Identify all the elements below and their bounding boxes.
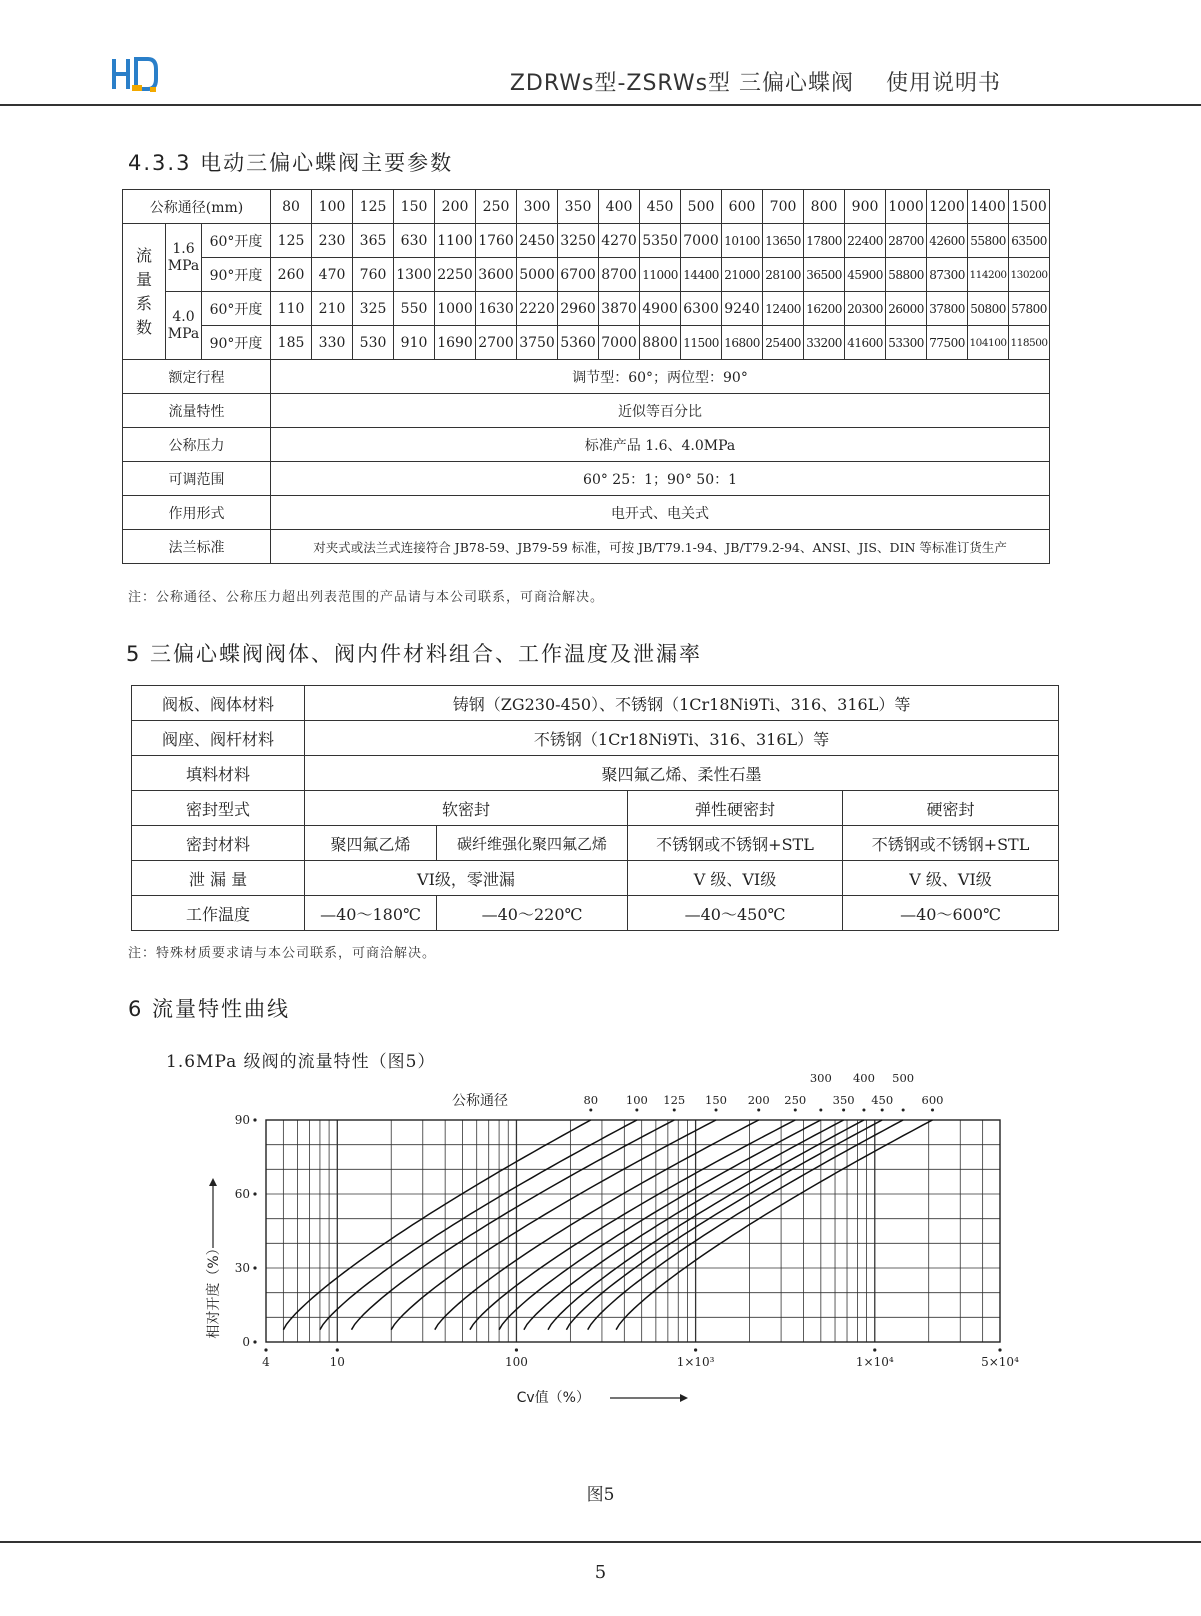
flow-curve-300 bbox=[499, 1120, 821, 1330]
series-label: 300 bbox=[809, 1071, 832, 1085]
size-cell: 450 bbox=[640, 190, 681, 224]
seal-type-elastic: 弹性硬密封 bbox=[628, 791, 843, 826]
row-label: 泄 漏 量 bbox=[132, 861, 305, 896]
prop-value: 60° 25：1；90° 50：1 bbox=[271, 462, 1050, 496]
series-marker-dot bbox=[931, 1109, 934, 1112]
flow-value-cell: 33200 bbox=[804, 326, 845, 360]
flow-value-cell: 22400 bbox=[845, 224, 886, 258]
flow-value-cell: 7000 bbox=[599, 326, 640, 360]
x-tick-dot bbox=[873, 1348, 876, 1351]
materials-table bbox=[131, 685, 1059, 931]
prop-label: 额定行程 bbox=[123, 360, 271, 394]
y-tick-dot bbox=[253, 1118, 256, 1121]
size-cell: 400 bbox=[599, 190, 640, 224]
table-row bbox=[123, 292, 1050, 326]
series-label: 250 bbox=[784, 1093, 807, 1107]
series-marker-dot bbox=[842, 1109, 845, 1112]
flow-value-cell: 630 bbox=[394, 224, 435, 258]
table-row bbox=[123, 462, 1050, 496]
x-tick-dot bbox=[694, 1348, 697, 1351]
x-tick-label: 5×10⁴ bbox=[981, 1355, 1019, 1369]
y-axis-arrowhead bbox=[209, 1178, 217, 1186]
flow-value-cell: 42600 bbox=[927, 224, 968, 258]
series-label: 125 bbox=[663, 1093, 686, 1107]
flow-value-cell: 210 bbox=[312, 292, 353, 326]
flow-value-cell: 2250 bbox=[435, 258, 476, 292]
size-cell: 900 bbox=[845, 190, 886, 224]
flow-value-cell: 87300 bbox=[927, 258, 968, 292]
table-row bbox=[132, 721, 1059, 756]
company-logo bbox=[110, 55, 160, 95]
seal-material: 碳纤维强化聚四氟乙烯 bbox=[437, 826, 628, 861]
series-label: 150 bbox=[705, 1093, 728, 1107]
flow-value-cell: 13650 bbox=[763, 224, 804, 258]
series-marker-dot bbox=[757, 1109, 760, 1112]
flow-value-cell: 9240 bbox=[722, 292, 763, 326]
flow-value-cell: 910 bbox=[394, 326, 435, 360]
flow-coefficient-label: 流量系数 bbox=[123, 224, 166, 360]
x-tick-label: 100 bbox=[505, 1355, 528, 1369]
table-row bbox=[123, 224, 1050, 258]
y-tick-label: 30 bbox=[234, 1261, 250, 1275]
seal-material: 不锈钢或不锈钢+STL bbox=[628, 826, 843, 861]
temperature-value: —40～180℃ bbox=[305, 896, 437, 931]
flow-value-cell: 10100 bbox=[722, 224, 763, 258]
table-row bbox=[123, 258, 1050, 292]
row-label: 填料材料 bbox=[132, 756, 305, 791]
series-label: 500 bbox=[892, 1071, 915, 1085]
flow-value-cell: 2700 bbox=[476, 326, 517, 360]
flow-value-cell: 470 bbox=[312, 258, 353, 292]
table-row bbox=[123, 326, 1050, 360]
seal-material: 聚四氟乙烯 bbox=[305, 826, 437, 861]
x-tick-label: 1×10³ bbox=[676, 1355, 715, 1369]
size-cell: 600 bbox=[722, 190, 763, 224]
header-rule bbox=[0, 104, 1201, 106]
series-marker-dot bbox=[862, 1109, 865, 1112]
flow-value-cell: 2960 bbox=[558, 292, 599, 326]
flow-value-cell: 260 bbox=[271, 258, 312, 292]
size-cell: 300 bbox=[517, 190, 558, 224]
row-value: 铸钢（ZG230-450）、不锈钢（1Cr18Ni9Ti、316、316L）等 bbox=[305, 686, 1059, 721]
size-cell: 200 bbox=[435, 190, 476, 224]
table-row bbox=[123, 394, 1050, 428]
row-label: 密封材料 bbox=[132, 826, 305, 861]
prop-value: 调节型：60°；两位型：90° bbox=[271, 360, 1050, 394]
x-tick-dot bbox=[998, 1348, 1001, 1351]
series-label: 450 bbox=[871, 1093, 894, 1107]
flow-value-cell: 114200 bbox=[968, 258, 1009, 292]
prop-value: 对夹式或法兰式连接符合 JB78-59、JB79-59 标准，可按 JB/T79.1-94、JB/T79.2-94、ANSI、JIS、DIN 等标准订货生产 bbox=[271, 530, 1050, 564]
temperature-value: —40～220℃ bbox=[437, 896, 628, 931]
flow-value-cell: 77500 bbox=[927, 326, 968, 360]
flow-value-cell: 53300 bbox=[886, 326, 927, 360]
y-tick-dot bbox=[253, 1266, 256, 1269]
y-tick-label: 60 bbox=[234, 1187, 250, 1201]
table-row bbox=[132, 791, 1059, 826]
flow-value-cell: 5350 bbox=[640, 224, 681, 258]
flow-value-cell: 41600 bbox=[845, 326, 886, 360]
flow-value-cell: 12400 bbox=[763, 292, 804, 326]
row-label: 密封型式 bbox=[132, 791, 305, 826]
flow-value-cell: 20300 bbox=[845, 292, 886, 326]
flow-value-cell: 6300 bbox=[681, 292, 722, 326]
series-label: 600 bbox=[921, 1093, 944, 1107]
flow-value-cell: 26000 bbox=[886, 292, 927, 326]
temperature-value: —40～600℃ bbox=[843, 896, 1059, 931]
row-value: 聚四氟乙烯、柔性石墨 bbox=[305, 756, 1059, 791]
flow-value-cell: 58800 bbox=[886, 258, 927, 292]
flow-value-cell: 5000 bbox=[517, 258, 558, 292]
y-tick-label: 0 bbox=[242, 1335, 250, 1349]
size-cell: 1000 bbox=[886, 190, 927, 224]
section-title-materials: 5 三偏心蝶阀阀体、阀内件材料组合、工作温度及泄漏率 bbox=[126, 642, 703, 666]
table-row bbox=[132, 826, 1059, 861]
flow-value-cell: 1630 bbox=[476, 292, 517, 326]
flow-value-cell: 57800 bbox=[1009, 292, 1050, 326]
flow-value-cell: 50800 bbox=[968, 292, 1009, 326]
row-label: 阀板、阀体材料 bbox=[132, 686, 305, 721]
flow-value-cell: 16800 bbox=[722, 326, 763, 360]
flow-value-cell: 330 bbox=[312, 326, 353, 360]
flow-value-cell: 2450 bbox=[517, 224, 558, 258]
flow-value-cell: 36500 bbox=[804, 258, 845, 292]
flow-value-cell: 17800 bbox=[804, 224, 845, 258]
flow-value-cell: 3870 bbox=[599, 292, 640, 326]
row-value: 不锈钢（1Cr18Ni9Ti、316、316L）等 bbox=[305, 721, 1059, 756]
flow-value-cell: 118500 bbox=[1009, 326, 1050, 360]
flow-curve-125 bbox=[352, 1120, 675, 1330]
flow-value-cell: 63500 bbox=[1009, 224, 1050, 258]
flow-value-cell: 1690 bbox=[435, 326, 476, 360]
row-label: 工作温度 bbox=[132, 896, 305, 931]
y-tick-dot bbox=[253, 1340, 256, 1343]
seal-type-hard: 硬密封 bbox=[843, 791, 1059, 826]
opening-label: 90°开度 bbox=[202, 326, 271, 360]
table-row bbox=[132, 686, 1059, 721]
flow-value-cell: 8800 bbox=[640, 326, 681, 360]
row-label: 阀座、阀杆材料 bbox=[132, 721, 305, 756]
x-axis-arrowhead bbox=[680, 1394, 688, 1402]
flow-value-cell: 365 bbox=[353, 224, 394, 258]
x-axis-label: Cv值（%） bbox=[516, 1390, 590, 1406]
pressure-label-40: 4.0 MPa bbox=[166, 292, 202, 360]
x-tick-label: 10 bbox=[329, 1355, 345, 1369]
prop-label: 可调范围 bbox=[123, 462, 271, 496]
flow-value-cell: 104100 bbox=[968, 326, 1009, 360]
series-label: 100 bbox=[625, 1093, 648, 1107]
flow-value-cell: 7000 bbox=[681, 224, 722, 258]
series-label: 400 bbox=[852, 1071, 875, 1085]
size-cell: 1200 bbox=[927, 190, 968, 224]
section-title-params: 4.3.3 电动三偏心蝶阀主要参数 bbox=[128, 151, 454, 175]
seal-material: 不锈钢或不锈钢+STL bbox=[843, 826, 1059, 861]
prop-value: 近似等百分比 bbox=[271, 394, 1050, 428]
flow-value-cell: 130200 bbox=[1009, 258, 1050, 292]
params-note: 注：公称通径、公称压力超出列表范围的产品请与本公司联系，可商洽解决。 bbox=[128, 590, 605, 605]
size-cell: 1500 bbox=[1009, 190, 1050, 224]
table-row bbox=[132, 896, 1059, 931]
x-tick-dot bbox=[264, 1348, 267, 1351]
x-tick-dot bbox=[515, 1348, 518, 1351]
y-tick-dot bbox=[253, 1192, 256, 1195]
flow-value-cell: 28100 bbox=[763, 258, 804, 292]
document-title: ZDRWs型-ZSRWs型 三偏心蝶阀 使用说明书 bbox=[509, 71, 1001, 96]
flow-value-cell: 8700 bbox=[599, 258, 640, 292]
prop-label: 公称压力 bbox=[123, 428, 271, 462]
size-cell: 800 bbox=[804, 190, 845, 224]
prop-label: 作用形式 bbox=[123, 496, 271, 530]
table-row bbox=[123, 360, 1050, 394]
series-marker-dot bbox=[819, 1109, 822, 1112]
flow-value-cell: 55800 bbox=[968, 224, 1009, 258]
materials-note: 注：特殊材质要求请与本公司联系，可商洽解决。 bbox=[128, 946, 437, 961]
flow-value-cell: 6700 bbox=[558, 258, 599, 292]
prop-label: 流量特性 bbox=[123, 394, 271, 428]
table-row bbox=[123, 496, 1050, 530]
size-cell: 125 bbox=[353, 190, 394, 224]
flow-curve-250 bbox=[470, 1120, 795, 1330]
figure-caption: 图5 bbox=[586, 1485, 615, 1505]
y-axis-label: 相对开度（%） bbox=[206, 1241, 222, 1339]
flow-value-cell: 4270 bbox=[599, 224, 640, 258]
size-cell: 150 bbox=[394, 190, 435, 224]
table-row bbox=[132, 861, 1059, 896]
flow-value-cell: 530 bbox=[353, 326, 394, 360]
flow-value-cell: 1300 bbox=[394, 258, 435, 292]
flow-value-cell: 11000 bbox=[640, 258, 681, 292]
flow-value-cell: 28700 bbox=[886, 224, 927, 258]
prop-label: 法兰标准 bbox=[123, 530, 271, 564]
flow-value-cell: 3250 bbox=[558, 224, 599, 258]
flow-value-cell: 5360 bbox=[558, 326, 599, 360]
prop-value: 标准产品 1.6、4.0MPa bbox=[271, 428, 1050, 462]
leakage-value: VI级，零泄漏 bbox=[305, 861, 628, 896]
seal-type-soft: 软密封 bbox=[305, 791, 628, 826]
flow-value-cell: 185 bbox=[271, 326, 312, 360]
temperature-value: —40～450℃ bbox=[628, 896, 843, 931]
flow-value-cell: 45900 bbox=[845, 258, 886, 292]
flow-value-cell: 1000 bbox=[435, 292, 476, 326]
flow-value-cell: 21000 bbox=[722, 258, 763, 292]
params-table bbox=[122, 189, 1050, 564]
series-marker-dot bbox=[881, 1109, 884, 1112]
flow-value-cell: 1760 bbox=[476, 224, 517, 258]
series-marker-dot bbox=[715, 1109, 718, 1112]
flow-value-cell: 125 bbox=[271, 224, 312, 258]
pressure-label-16: 1.6 MPa bbox=[166, 224, 202, 292]
series-label: 200 bbox=[747, 1093, 770, 1107]
series-marker-dot bbox=[902, 1109, 905, 1112]
leakage-value: V 级、VI级 bbox=[843, 861, 1059, 896]
leakage-value: V 级、VI级 bbox=[628, 861, 843, 896]
x-tick-label: 1×10⁴ bbox=[855, 1355, 894, 1369]
x-tick-dot bbox=[336, 1348, 339, 1351]
page-number: 5 bbox=[594, 1562, 607, 1583]
legend-title: 公称通径 bbox=[452, 1093, 508, 1109]
flow-characteristic-chart bbox=[190, 1068, 1050, 1458]
flow-value-cell: 760 bbox=[353, 258, 394, 292]
flow-value-cell: 550 bbox=[394, 292, 435, 326]
flow-value-cell: 2220 bbox=[517, 292, 558, 326]
size-cell: 1400 bbox=[968, 190, 1009, 224]
flow-value-cell: 37800 bbox=[927, 292, 968, 326]
size-cell: 250 bbox=[476, 190, 517, 224]
size-cell: 700 bbox=[763, 190, 804, 224]
footer-rule bbox=[0, 1541, 1201, 1543]
flow-curve-80 bbox=[283, 1120, 590, 1330]
flow-value-cell: 230 bbox=[312, 224, 353, 258]
opening-label: 90°开度 bbox=[202, 258, 271, 292]
x-tick-label: 4 bbox=[262, 1355, 270, 1369]
flow-value-cell: 325 bbox=[353, 292, 394, 326]
series-label: 350 bbox=[832, 1093, 855, 1107]
flow-value-cell: 1100 bbox=[435, 224, 476, 258]
table-row bbox=[123, 530, 1050, 564]
size-cell: 80 bbox=[271, 190, 312, 224]
opening-label: 60°开度 bbox=[202, 224, 271, 258]
flow-value-cell: 11500 bbox=[681, 326, 722, 360]
table-row bbox=[123, 190, 1050, 224]
series-marker-dot bbox=[794, 1109, 797, 1112]
chart-subtitle: 1.6MPa 级阀的流量特性（图5） bbox=[166, 1052, 436, 1072]
size-cell: 350 bbox=[558, 190, 599, 224]
flow-curve-600 bbox=[616, 1120, 932, 1330]
flow-value-cell: 4900 bbox=[640, 292, 681, 326]
flow-value-cell: 3750 bbox=[517, 326, 558, 360]
flow-curve-100 bbox=[320, 1120, 637, 1330]
size-cell: 100 bbox=[312, 190, 353, 224]
flow-value-cell: 3600 bbox=[476, 258, 517, 292]
series-marker-dot bbox=[635, 1109, 638, 1112]
flow-value-cell: 14400 bbox=[681, 258, 722, 292]
section-title-curve: 6 流量特性曲线 bbox=[128, 997, 291, 1021]
table-row bbox=[123, 428, 1050, 462]
dn-label: 公称通径(mm) bbox=[123, 190, 271, 224]
table-row bbox=[132, 756, 1059, 791]
flow-value-cell: 110 bbox=[271, 292, 312, 326]
prop-value: 电开式、电关式 bbox=[271, 496, 1050, 530]
y-tick-label: 90 bbox=[234, 1113, 250, 1127]
opening-label: 60°开度 bbox=[202, 292, 271, 326]
size-cell: 500 bbox=[681, 190, 722, 224]
series-marker-dot bbox=[673, 1109, 676, 1112]
series-label: 80 bbox=[583, 1093, 599, 1107]
flow-value-cell: 25400 bbox=[763, 326, 804, 360]
series-marker-dot bbox=[589, 1109, 592, 1112]
flow-value-cell: 16200 bbox=[804, 292, 845, 326]
